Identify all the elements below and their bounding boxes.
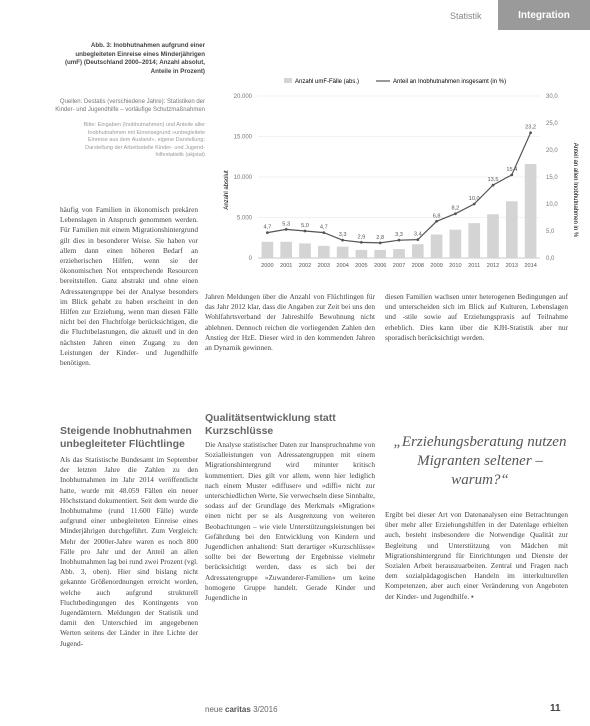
bar: [450, 230, 462, 258]
line-point: [266, 231, 269, 234]
x-tick-label: 2008: [411, 263, 425, 269]
value-label: 8,2: [451, 205, 460, 212]
section-label: Statistik: [450, 11, 482, 21]
bar: [262, 242, 274, 258]
value-label: 3,3: [338, 232, 347, 239]
x-tick-label: 2009: [430, 263, 443, 269]
bar: [393, 249, 405, 258]
line-point: [341, 239, 344, 242]
line-point: [322, 231, 325, 234]
x-tick-label: 2005: [355, 263, 368, 269]
line-point: [492, 184, 495, 187]
chart: [218, 72, 590, 278]
bar: [280, 242, 292, 258]
line-point: [379, 241, 382, 244]
line-point: [360, 241, 363, 244]
column-1-top: häufig von Familien in ökonomisch prekären Lebenslagen in Anspruch genommen werden. Für Familien mit einem Migrationshintergrund gilt dies in besonderer Weise. Sie haben vor allem dann einen höheren Bedarf an erzieherischen Hilfen, wenn sie der ökonomischen Not entsprechende Resourcen bereitstellen. Ganz abstrakt und ohne einen Adressatengruppe bei der Analyse besonders im Blick gehabt zu haben erscheint in den Hilfen zur Erziehung, wenn man diesen Fälle nicht bei den Fluchtfolge berücksichtigen, die die Fluchtbelastungen, die aktuell und in den nächsten Jahren einen Zugang zu den Leistungen der Kinder- und Jugendhilfe benötigen.: [60, 205, 198, 368]
issue-number: 3/2016: [253, 705, 278, 714]
value-label: 6,8: [432, 213, 441, 220]
line-point: [304, 230, 307, 233]
right-tick-label: 5,0: [546, 229, 555, 235]
value-label: 3,3: [395, 232, 403, 239]
column-2-top: Jahren Meldungen über die Anzahl von Flüchtlingen für das Jahr 2012 klar, dass die Angaben zur Zeit bei uns den Wohlfahrtsverband der Jahreshilfe Bewohnung nicht ablehnen. Dennoch reichen die vorliegenden Zahlen den Anstieg der HzE. Dieser wird in den kommenden Jahren an Dynamik gewinnen.: [205, 292, 375, 353]
x-tick-label: 2014: [524, 263, 537, 269]
legend-line-label: Anteil an Inobhutnahmen insgesamt (in %): [393, 79, 507, 85]
legend-bar-swatch: [284, 78, 292, 83]
heading-qualitaet: Qualitätsentwicklung statt Kurzschlüsse: [205, 412, 336, 437]
value-label: 10,0: [468, 196, 480, 202]
value-label: 5,3: [282, 221, 291, 228]
right-tick-label: 25,0: [546, 121, 558, 127]
bar: [487, 214, 499, 258]
x-tick-label: 2012: [486, 263, 500, 269]
bar: [506, 201, 518, 258]
bar: [374, 250, 386, 258]
value-label: 4,7: [319, 224, 328, 231]
x-tick-label: 2001: [279, 263, 293, 269]
bar: [356, 250, 368, 258]
value-label: 13,5: [487, 177, 499, 184]
line-point: [473, 203, 476, 206]
section-tab: Integration: [498, 0, 590, 30]
line-point: [435, 220, 438, 223]
value-label: 3,4: [413, 231, 422, 238]
x-tick-label: 2006: [373, 263, 387, 269]
line-point: [510, 173, 513, 176]
x-tick-label: 2004: [336, 263, 349, 269]
x-tick-label: 2007: [392, 263, 406, 269]
bar: [412, 244, 424, 258]
left-tick-label: 0: [248, 256, 252, 262]
line-point: [529, 131, 532, 134]
page-number: 11: [550, 703, 561, 714]
left-tick-label: 15.000: [233, 134, 252, 141]
chart-legend: [284, 78, 506, 85]
value-label: 5,0: [301, 223, 309, 229]
value-label: 15,4: [506, 166, 518, 173]
figure-caption: Abb. 3: Inobhutnahmen aufgrund einer unbegleiteten Einreise eines Minderjährigen (umF) (Deutschland 2000–2014; Anzahl absolut, Anteile in Prozent): [64, 42, 205, 75]
pull-quote: „Erziehungsberatung nutzen Migranten seltener – warum?“: [393, 434, 567, 488]
x-tick-label: 2010: [449, 263, 462, 269]
column-2-bottom: Die Analyse statistischer Daten zur Inanspruchnahme von Sozialleistungen von Adressatengruppen mit einem Migrationshintergrund wird mitunter kritisch kommentiert. Dies gilt vor allem, wenn hier lediglich nach einem Muster »diffuser« und »diffi« nicht zur unterschiedlichen Werte, Sie verwechseln diese Sinnhalte, sodass auf der Grundlage des Merkmals »Migration« einen nicht per se als Ausgrenzung von weiteren Beobachtungen – wie viele Unterstützungsleistungen bei Gefährdung bei den Entwicklung von Kindern und Jugendlichen anhaltend: Statt derartiger »Kurzschlüsse« sollte bei der Bewertung der Ergebnisse vielmehr berücksichtigt werden, dass es sich bei der Adressatengruppe »Zuwanderer-Familien« um keine homogene Gruppe handelt. Gerade Kinder und Jugendliche in: [205, 440, 375, 603]
x-tick-label: 2003: [317, 263, 331, 269]
x-tick-label: 2002: [298, 263, 312, 269]
right-tick-label: 10,0: [546, 202, 558, 208]
right-tick-label: 20,0: [546, 148, 558, 154]
publication-prefix: neue: [205, 705, 223, 714]
publication-name: caritas: [225, 705, 251, 714]
line-point: [454, 212, 457, 215]
bar: [431, 235, 443, 258]
column-3-bottom: Ergibt bei dieser Art von Datenanalysen eine Betrachtungen über mehr aller Erziehungshilfen in der Datenlage erhielten auch, besteht insbesondere die Notwendige Qualität zur Begleitung und Unterstützung von Mädchen mit Migrationshintergrund für Einrichtungen und Dienste der Sozialen Arbeit herauszuarbeiten. Zentral und Fragen nach dem sozialpädagogischen Handeln im interkulturellen Kompetenzen, aber auch einer Veränderung von Angeboten der Kinder- und Jugendhilfe. ▪: [385, 510, 568, 601]
line-point: [398, 239, 401, 242]
right-tick-label: 30,0: [546, 94, 558, 100]
left-axis-label: Anzahl absolut: [224, 170, 230, 210]
left-tick-label: 20.000: [233, 94, 252, 100]
bar: [525, 164, 537, 258]
bar: [318, 246, 330, 258]
chart-plot: [234, 94, 559, 269]
left-tick-label: 10.000: [233, 175, 252, 181]
line-point: [285, 228, 288, 231]
bar: [468, 223, 480, 258]
heading-inobhutnahmen: Steigende Inobhutnahmen unbegleiteter Flüchtlinge: [60, 425, 192, 450]
legend-bar-label: Anzahl umF-Fälle (abs.): [295, 79, 360, 85]
bar: [337, 247, 349, 258]
x-tick-label: 2000: [261, 263, 274, 269]
value-label: 2,8: [376, 234, 385, 241]
right-axis-label: Anteil an allen Inobhutnahmen in %: [572, 142, 578, 238]
bar: [299, 243, 311, 258]
right-tick-label: 0,0: [546, 256, 555, 262]
line-point: [416, 238, 419, 241]
publication-footer: [205, 705, 278, 714]
left-tick-label: 5.000: [236, 215, 252, 222]
value-label: 2,9: [357, 234, 366, 241]
column-3-top: diesen Familien wachsen unter heterogenen Bedingungen auf und unterscheiden sich im Blick auf Kulturen, Lebenslagen und -stile sowie auf Erziehungspraxis auf Teilnahme erheblich. Dies kann über die KJH-Statistik aber nur sporadisch berücksichtigt werden.: [385, 292, 568, 342]
value-label: 4,7: [263, 224, 272, 231]
figure-source-note: Bitte: Eingaben (Inobhutnahmen) und Anteile aller Inobhutnahmen mit Einreisegrund »unbegleitete Einreise aus dem Ausland«, eigene Darstellung; Darstellung der Arbeitsstelle Kinder- und Jugend- hilfestatistik (akjstat): [83, 122, 205, 158]
column-1-bottom: Als das Statistische Bundesamt im September der letzten Jahre die Zahlen zu den Inobhutnahmen im Jahr 2014 veröffentlicht hatte, wurde mit 48.059 Fällen ein neuer Höchststand dokumentiert. Seit dem wurde die Inobhutnahme (rund 11.600 Fälle) wurde aufgrund einer unbegleiteten Einreise eines Minderjährigen durchgeführt. Zum Vergleich: Mehr der 2000er-Jahre waren es noch 800 Fälle pro Jahr und der Anteil an allen Inobhutnahmen lag bei rund zwei Prozent (vgl. Abb. 3, oben). Hier sind bislang nicht gekannte Größenordnungen erreicht worden, welche auch aufgrund strukturell Fluchtbedingungen des Kontingents von Jugendämtern. Meldungen der Statistik und damit den Unterschied im angegebenen Werten seitens der Länder in ihre Lichte der Jugend-: [60, 455, 198, 648]
figure-source: Quellen: Destatis (verschiedene Jahre): Statistiken der Kinder- und Jugendhilfe – vorläufige Schutzmaßnahmen: [55, 99, 205, 113]
value-label: 23,2: [525, 124, 537, 131]
x-tick-label: 2011: [468, 263, 481, 269]
right-tick-label: 15,0: [546, 175, 558, 181]
x-tick-label: 2013: [505, 263, 519, 269]
